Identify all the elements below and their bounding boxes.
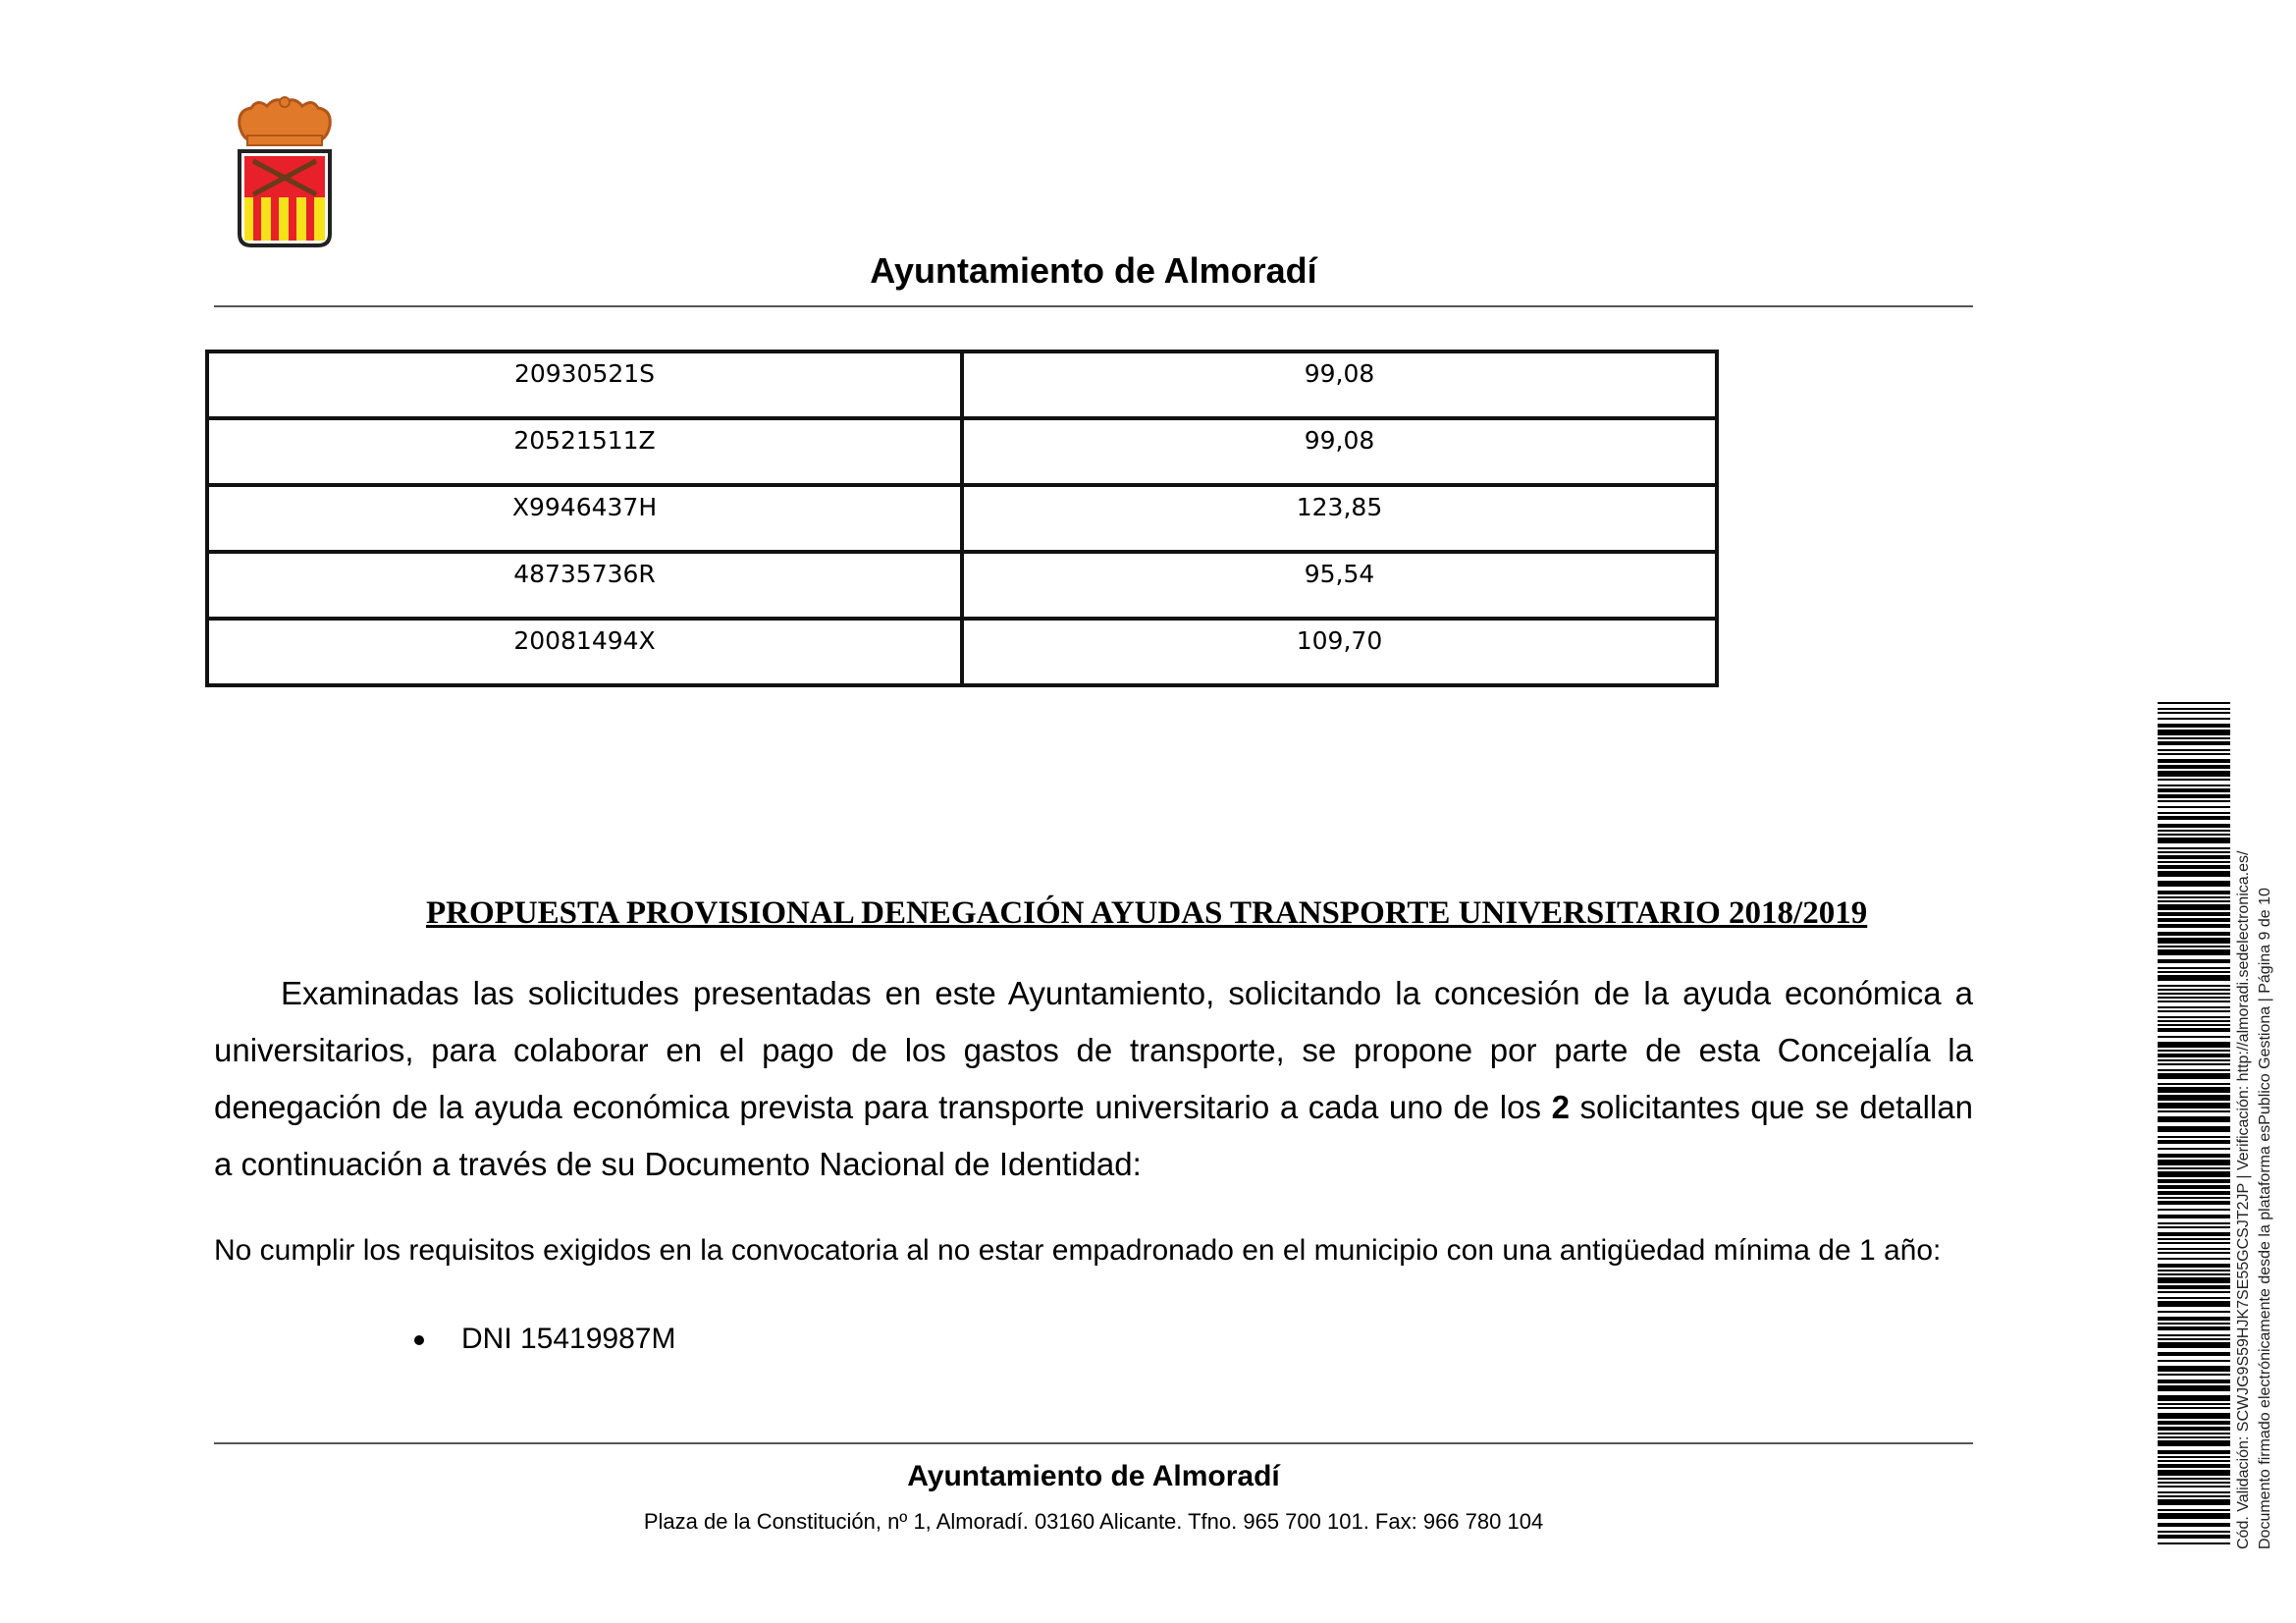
list-item-text: DNI 15419987M (461, 1323, 676, 1355)
barcode-bar (2158, 1160, 2230, 1165)
barcode-bar (2158, 1050, 2230, 1052)
denial-reason: No cumplir los requisitos exigidos en la convocatoria al no estar empadronado en el municipio con una antigüedad mínima de 1 año: (214, 1234, 1942, 1267)
barcode-bar (2158, 861, 2230, 863)
barcode-bar (2158, 851, 2230, 853)
barcode-bar (2158, 830, 2230, 832)
barcode-bar (2158, 1460, 2230, 1462)
barcode-bar (2158, 708, 2230, 710)
barcode-bar (2158, 1024, 2230, 1026)
table-row (207, 485, 1717, 552)
barcode-bar (2158, 1491, 2230, 1493)
barcode-bar (2158, 1069, 2230, 1071)
barcode-bar (2158, 749, 2230, 751)
barcode-bar (2158, 1252, 2230, 1254)
header-title: Ayuntamiento de Almoradí (870, 250, 1317, 291)
table-cell-amount: 95,54 (962, 552, 1717, 619)
barcode-bar (2158, 1456, 2230, 1458)
barcode-bar (2158, 1001, 2230, 1002)
barcode-bar (2158, 816, 2230, 820)
barcode-bar (2158, 1242, 2230, 1244)
barcode-bar (2158, 1201, 2230, 1205)
barcode-bar (2158, 1167, 2230, 1169)
barcode-bar (2158, 1323, 2230, 1325)
barcode-bar (2158, 1232, 2230, 1236)
barcode-bar (2158, 967, 2230, 969)
table-row (207, 552, 1717, 619)
footer-address: Plaza de la Constitución, nº 1, Almoradí. 03160 Alicante. Tfno. 965 700 101. Fax: 966 780 104 (643, 1509, 1544, 1534)
barcode-bar (2158, 900, 2230, 902)
barcode-bar (2158, 975, 2230, 981)
section-title: PROPUESTA PROVISIONAL DENEGACIÓN AYUDAS TRANSPORTE UNIVERSITARIO 2018/2019 (426, 895, 1868, 931)
footer-divider (214, 1442, 1973, 1444)
barcode-bar (2158, 1360, 2230, 1362)
validation-code-line: Cód. Validación: SCWJG9S59HJK7SE55GCSJT2JP | Verificación: http://almoradi.sedelectronica.es/ (2235, 850, 2252, 1549)
barcode-bar (2158, 784, 2230, 786)
barcode-bar (2158, 824, 2230, 828)
barcode-bar (2158, 1270, 2230, 1271)
barcode-bar (2158, 1374, 2230, 1376)
table-cell-dni: 20521511Z (207, 418, 962, 485)
barcode-bar (2158, 1436, 2230, 1438)
barcode-bar (2158, 1352, 2230, 1356)
barcode-bar (2158, 1342, 2230, 1348)
barcode-bar (2158, 1486, 2230, 1488)
barcode-bar (2158, 1110, 2230, 1112)
table-cell-amount: 99,08 (962, 352, 1717, 418)
barcode-bar (2158, 1264, 2230, 1268)
barcode-bar (2158, 1334, 2230, 1336)
table-row (207, 619, 1717, 685)
barcode-bar (2158, 1059, 2230, 1061)
table-cell-dni: 20930521S (207, 352, 962, 418)
barcode-bar (2158, 1297, 2230, 1299)
barcode-bar (2158, 989, 2230, 991)
barcode-bar (2158, 1209, 2230, 1211)
barcode-bar (2158, 1413, 2230, 1419)
barcode-bar (2158, 1248, 2230, 1250)
barcode-bar (2158, 1440, 2230, 1446)
barcode-bar (2158, 741, 2230, 745)
barcode-bar (2158, 1403, 2230, 1405)
barcode-bar (2158, 932, 2230, 936)
barcode-bar (2158, 794, 2230, 798)
barcode-bar (2158, 1191, 2230, 1195)
barcode-bar (2158, 1513, 2230, 1519)
paragraph-text-end: solicitantes que se detallan a continuación a través de su Documento Nacional de Identidad: (214, 1089, 1973, 1182)
barcode-bar (2158, 730, 2230, 735)
applicant-count: 2 (1551, 1089, 1570, 1125)
barcode-bar (2158, 1028, 2230, 1032)
table-cell-amount: 99,08 (962, 418, 1717, 485)
barcode-bar (2158, 1433, 2230, 1434)
barcode-bar (2158, 847, 2230, 849)
barcode-bar (2158, 1301, 2230, 1307)
signature-info-line: Documento firmado electrónicamente desde la plataforma esPublico Gestiona | Página 9 de 10 (2257, 888, 2273, 1549)
list-item (412, 1322, 675, 1357)
barcode-bar (2158, 1427, 2230, 1431)
barcode-bar (2158, 1185, 2230, 1189)
barcode-bar (2158, 718, 2230, 720)
barcode-bar (2158, 1095, 2230, 1101)
barcode-bar (2158, 1006, 2230, 1008)
barcode-bar (2158, 997, 2230, 999)
barcode-bar (2158, 1140, 2230, 1144)
barcode-bar (2158, 1277, 2230, 1283)
barcode-bar (2158, 779, 2230, 781)
barcode-bar (2158, 800, 2230, 802)
barcode-bar (2158, 1317, 2230, 1321)
barcode-bar (2158, 891, 2230, 894)
barcode-bar (2158, 1083, 2230, 1085)
barcode-bar (2158, 1016, 2230, 1018)
denied-dni-list (412, 1322, 675, 1357)
barcode-bar (2158, 788, 2230, 792)
footer-title: Ayuntamiento de Almoradí (907, 1460, 1280, 1492)
barcode-bar (2158, 1154, 2230, 1158)
barcode-bar (2158, 1197, 2230, 1199)
barcode-bar (2158, 1136, 2230, 1138)
barcode-bar (2158, 1380, 2230, 1383)
barcode-bar (2158, 1482, 2230, 1484)
barcode-bar (2158, 1464, 2230, 1468)
barcode-bar (2158, 896, 2230, 898)
barcode-bar (2158, 938, 2230, 944)
barcode-bar (2158, 1103, 2230, 1109)
barcode-bar (2158, 993, 2230, 995)
bullet-icon (414, 1335, 424, 1345)
barcode-bar (2158, 918, 2230, 922)
barcode-bar (2158, 1395, 2230, 1401)
paragraph-text-start: Examinadas las solicitudes presentadas en este Ayuntamiento, solicitando la concesión de la ayuda económica a universitarios, para colaborar en el pago de los gastos de transporte, se propone por parte de esta Concejalía la denegación de la ayuda económica prevista para transporte universitario a cada uno de los (214, 975, 1973, 1125)
table-cell-amount: 109,70 (962, 619, 1717, 685)
barcode-bar (2158, 1495, 2230, 1497)
barcode-bar (2158, 1291, 2230, 1293)
barcode-bar (2158, 834, 2230, 836)
barcode-bar (2158, 855, 2230, 859)
barcode-bar (2158, 737, 2230, 739)
barcode-bar (2158, 1499, 2230, 1505)
barcode-bar (2158, 1171, 2230, 1177)
barcode-bar (2158, 871, 2230, 877)
barcode-bar (2158, 1258, 2230, 1260)
barcode-bar (2158, 912, 2230, 916)
barcode-bar (2158, 1215, 2230, 1218)
table-cell-amount: 123,85 (962, 485, 1717, 552)
barcode-bar (2158, 1542, 2230, 1544)
barcode-bar (2158, 838, 2230, 843)
header-divider (214, 305, 1973, 307)
barcode-bar (2158, 1523, 2230, 1527)
barcode-bar (2158, 765, 2230, 769)
barcode-bar (2158, 1509, 2230, 1511)
barcode-bar (2158, 1273, 2230, 1275)
barcode-bar (2158, 1126, 2230, 1132)
barcode-bar (2158, 1366, 2230, 1372)
barcode-bar (2158, 1010, 2230, 1012)
table-cell-dni: 20081494X (207, 619, 962, 685)
barcode-bar (2158, 1226, 2230, 1228)
barcode-bar (2158, 1222, 2230, 1224)
barcode-bar (2158, 924, 2230, 928)
barcode-bar (2158, 1450, 2230, 1454)
barcode-bar (2158, 1535, 2230, 1539)
barcode-bar (2158, 1311, 2230, 1313)
barcode-bar (2158, 959, 2230, 963)
barcode-bar (2158, 1116, 2230, 1122)
barcode-bar (2158, 1036, 2230, 1038)
table-row (207, 418, 1717, 485)
barcode-bar (2158, 949, 2230, 955)
barcode-bar (2158, 1531, 2230, 1533)
table-cell-dni: X9946437H (207, 485, 962, 552)
table-row (207, 352, 1717, 418)
barcode-bar (2158, 881, 2230, 887)
barcode-bar (2158, 1087, 2230, 1093)
barcode-bar (2158, 1407, 2230, 1409)
barcode-bar (2158, 753, 2230, 755)
barcode-bar (2158, 985, 2230, 987)
barcode-bar (2158, 702, 2230, 704)
barcode-bar (2158, 1326, 2230, 1330)
barcode-bar (2158, 771, 2230, 777)
barcode-bar (2158, 971, 2230, 973)
barcode-bar (2158, 1148, 2230, 1150)
barcode-bar (2158, 1063, 2230, 1065)
barcode-bar (2158, 806, 2230, 808)
body-paragraph (214, 965, 1973, 1193)
barcode-bar (2158, 946, 2230, 947)
barcode-bar (2158, 1338, 2230, 1340)
municipal-crest-icon (232, 96, 338, 249)
barcode-bar (2158, 1470, 2230, 1476)
barcode-icon (2158, 702, 2230, 1544)
table-cell-dni: 48735736R (207, 552, 962, 619)
dni-amount-table (205, 350, 1719, 687)
barcode-bar (2158, 712, 2230, 714)
barcode-bar (2158, 1179, 2230, 1183)
barcode-bar (2158, 1020, 2230, 1022)
barcode-bar (2158, 1238, 2230, 1240)
barcode-bar (2158, 1042, 2230, 1048)
barcode-bar (2158, 812, 2230, 814)
barcode-bar (2158, 1285, 2230, 1289)
barcode-bar (2158, 1385, 2230, 1391)
barcode-bar (2158, 1073, 2230, 1079)
barcode-bar (2158, 1421, 2230, 1425)
barcode-bar (2158, 724, 2230, 728)
barcode-bar (2158, 1054, 2230, 1057)
barcode-bar (2158, 865, 2230, 869)
barcode-bar (2158, 904, 2230, 910)
barcode-bar (2158, 759, 2230, 763)
barcode-bar (2158, 1478, 2230, 1480)
